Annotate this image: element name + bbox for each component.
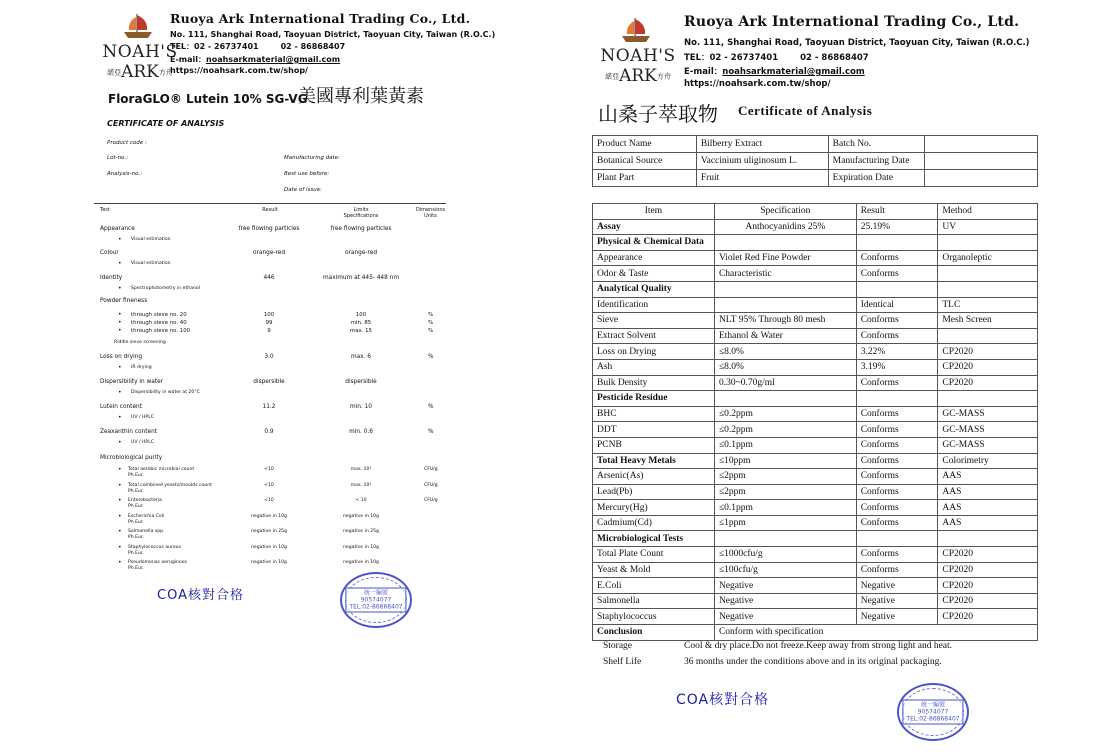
item-spec: Negative bbox=[714, 593, 856, 609]
empty-cell bbox=[856, 281, 938, 297]
bullet-icon: • bbox=[118, 528, 122, 535]
company-phone: TEL：02 - 26737401 02 - 86868407 bbox=[170, 42, 346, 51]
item-spec: ≤2ppm bbox=[714, 469, 856, 485]
item-spec: ≤10ppm bbox=[714, 453, 856, 469]
company-email: E-mail：noahsarkmaterial@gmail.com bbox=[170, 55, 341, 64]
table-row bbox=[593, 609, 1038, 625]
brand-name-2: 諾亞ARK方舟 bbox=[605, 66, 671, 86]
section-title: Analytical Quality bbox=[593, 281, 715, 297]
empty-cell bbox=[938, 235, 1038, 251]
item-spec: ≤0.2ppm bbox=[714, 422, 856, 438]
bullet-icon: • bbox=[118, 364, 122, 371]
test-method: Dispersibility in water at 20°C bbox=[131, 390, 200, 395]
item-result: 3.19% bbox=[856, 359, 938, 375]
item-name: Appearance bbox=[593, 250, 715, 266]
test-name: Loss on drying bbox=[100, 354, 143, 360]
ship-logo-icon bbox=[120, 12, 156, 42]
micro-limit: negative in 10g bbox=[343, 544, 379, 550]
item-name: Identification bbox=[593, 297, 715, 313]
micro-test: Salmonella spp. bbox=[128, 529, 165, 534]
sieve-limit: min. 85 bbox=[350, 320, 372, 326]
item-spec: ≤100cfu/g bbox=[714, 562, 856, 578]
micro-result: negative in 10g bbox=[251, 560, 287, 565]
table-row bbox=[593, 297, 1038, 313]
sieve-label: through sieve no. 100 bbox=[131, 328, 191, 334]
item-method: CP2020 bbox=[938, 562, 1038, 578]
meta-date-issue: Date of issue: bbox=[284, 187, 322, 193]
item-name: Assay bbox=[593, 219, 715, 235]
sieve-label: through sieve no. 20 bbox=[131, 312, 187, 318]
item-name: Lead(Pb) bbox=[593, 484, 715, 500]
micro-ref: Ph.Eur. bbox=[128, 566, 144, 571]
test-name: Colour bbox=[100, 250, 119, 256]
item-method: GC-MASS bbox=[938, 437, 1038, 453]
column-header: Item bbox=[593, 204, 715, 220]
item-method: GC-MASS bbox=[938, 406, 1038, 422]
micro-limit: < 10 bbox=[355, 498, 367, 503]
table-row bbox=[593, 578, 1038, 594]
divider bbox=[94, 203, 446, 204]
item-method: GC-MASS bbox=[938, 422, 1038, 438]
section-row bbox=[593, 391, 1038, 407]
item-result: Negative bbox=[856, 609, 938, 625]
section-row bbox=[593, 531, 1038, 547]
company-phone: TEL：02 - 26737401 02 - 86868407 bbox=[684, 53, 869, 63]
meta-lot-no: Lot-no.: bbox=[107, 155, 129, 161]
item-name: Odor & Taste bbox=[593, 266, 715, 282]
item-name: Mercury(Hg) bbox=[593, 500, 715, 516]
bullet-icon: • bbox=[118, 481, 122, 489]
empty-cell bbox=[714, 235, 856, 251]
test-limit: min. 0.6 bbox=[349, 429, 373, 435]
brand-name: NOAH'S bbox=[600, 46, 676, 66]
table-header bbox=[593, 204, 1038, 220]
table-row bbox=[593, 453, 1038, 469]
item-method: CP2020 bbox=[938, 547, 1038, 563]
item-result: Conforms bbox=[856, 250, 938, 266]
bullet-icon: • bbox=[118, 311, 122, 318]
item-method: CP2020 bbox=[938, 578, 1038, 594]
item-result: Negative bbox=[856, 578, 938, 594]
micro-limit: negative in 10g bbox=[343, 513, 379, 519]
item-spec: Violet Red Fine Powder bbox=[714, 250, 856, 266]
product-title-cn: 美國專利葉黃素 bbox=[298, 86, 424, 107]
item-result: Conforms bbox=[856, 437, 938, 453]
item-name: Ash bbox=[593, 359, 715, 375]
micro-result: <10 bbox=[264, 482, 274, 488]
bullet-icon: • bbox=[118, 327, 122, 334]
bullet-icon: • bbox=[118, 497, 122, 504]
bullet-icon: • bbox=[118, 260, 122, 267]
sieve-limit: 100 bbox=[355, 312, 367, 318]
test-name: Identity bbox=[100, 275, 123, 281]
empty-cell bbox=[938, 531, 1038, 547]
item-name: Total Plate Count bbox=[593, 547, 715, 563]
test-name: Lutein content bbox=[100, 404, 142, 410]
test-result: orange-red bbox=[253, 250, 285, 256]
company-seal bbox=[897, 683, 969, 741]
empty-cell bbox=[938, 391, 1038, 407]
item-result: Conforms bbox=[856, 547, 938, 563]
shelf-life-value: 36 months under the conditions above and in its original packaging. bbox=[684, 657, 942, 667]
empty-cell bbox=[856, 531, 938, 547]
table-row bbox=[593, 484, 1038, 500]
bullet-icon: • bbox=[118, 414, 122, 421]
section-title: Microbiological Tests bbox=[593, 531, 715, 547]
item-spec: Negative bbox=[714, 609, 856, 625]
micro-test: Staphylococcus aureus bbox=[128, 544, 181, 550]
info-value bbox=[924, 153, 1037, 170]
header-units: Dimensions Units bbox=[415, 207, 446, 219]
item-result: Conforms bbox=[856, 328, 938, 344]
micro-unit: CFU/g bbox=[424, 498, 438, 503]
coa-verified-stamp: COA核對合格 bbox=[157, 588, 244, 603]
item-spec: ≤8.0% bbox=[714, 359, 856, 375]
company-address: No. 111, Shanghai Road, Taoyuan District, Taoyuan City, Taiwan (R.O.C.) bbox=[684, 38, 1030, 48]
item-method: CP2020 bbox=[938, 375, 1038, 391]
item-method: AAS bbox=[938, 515, 1038, 531]
item-result: Conforms bbox=[856, 469, 938, 485]
company-url: https://noahsark.com.tw/shop/ bbox=[170, 66, 308, 75]
item-spec: ≤8.0% bbox=[714, 344, 856, 360]
empty-cell bbox=[714, 531, 856, 547]
table-row bbox=[593, 266, 1038, 282]
info-label: Botanical Source bbox=[593, 153, 697, 170]
item-method: CP2020 bbox=[938, 344, 1038, 360]
bullet-icon: • bbox=[118, 512, 122, 520]
shelf-life-label: Shelf Life bbox=[603, 657, 642, 667]
meta-mfg-date: Manufacturing date: bbox=[284, 155, 340, 161]
item-result: Conforms bbox=[856, 484, 938, 500]
column-header: Specification bbox=[714, 204, 856, 220]
test-limit: maximum at 445- 448 nm bbox=[323, 275, 399, 281]
table-row bbox=[593, 469, 1038, 485]
item-result: 25.19% bbox=[856, 219, 938, 235]
empty-cell bbox=[938, 281, 1038, 297]
analysis-table bbox=[592, 203, 1038, 641]
micro-test: Enterobacteria bbox=[128, 498, 162, 503]
bullet-icon: • bbox=[118, 439, 122, 446]
item-name: Bulk Density bbox=[593, 375, 715, 391]
info-label: Batch No. bbox=[828, 136, 924, 153]
test-limit: free flowing particles bbox=[330, 226, 392, 232]
header-result: Result bbox=[262, 207, 278, 213]
test-method: Visual estimation bbox=[131, 237, 171, 242]
info-value: Vaccinium uliginosum L. bbox=[696, 153, 828, 170]
item-name: Yeast & Mold bbox=[593, 562, 715, 578]
item-result: Conforms bbox=[856, 500, 938, 516]
micro-result: negative in 10g bbox=[251, 513, 287, 519]
item-spec: Anthocyanidins 25% bbox=[714, 219, 856, 235]
table-row bbox=[593, 359, 1038, 375]
seal-text: 統一編號 90574077 TEL:02-86868407 bbox=[902, 700, 963, 725]
test-unit: % bbox=[428, 354, 434, 360]
product-title: FloraGLO® Lutein 10% SG-VG bbox=[108, 92, 308, 106]
micro-ref: Ph.Eur. bbox=[128, 519, 144, 525]
table-row bbox=[593, 313, 1038, 329]
meta-analysis-no: Analysis-no.: bbox=[107, 171, 143, 177]
item-name: Cadmium(Cd) bbox=[593, 515, 715, 531]
conclusion-value: Conform with specification bbox=[714, 625, 1037, 641]
sieve-unit: % bbox=[428, 312, 434, 318]
item-result: Negative bbox=[856, 593, 938, 609]
micro-test: Total aerobic microbial count bbox=[128, 467, 195, 472]
item-name: Sieve bbox=[593, 313, 715, 329]
item-result: Conforms bbox=[856, 562, 938, 578]
test-limit: max. 6 bbox=[350, 354, 371, 360]
company-name: Ruoya Ark International Trading Co., Ltd. bbox=[684, 14, 1020, 30]
bullet-icon: • bbox=[118, 543, 122, 551]
item-method: Mesh Screen bbox=[938, 313, 1038, 329]
item-spec: ≤1000cfu/g bbox=[714, 547, 856, 563]
column-header: Method bbox=[938, 204, 1038, 220]
sieve-result: 100 bbox=[263, 312, 275, 318]
product-title-cn: 山桑子萃取物 bbox=[598, 102, 718, 126]
micro-ref: Ph.Eur. bbox=[128, 504, 144, 509]
bullet-icon: • bbox=[118, 466, 122, 473]
table-row bbox=[593, 250, 1038, 266]
item-spec: Ethanol & Water bbox=[714, 328, 856, 344]
micro-result: negative in 25g bbox=[251, 529, 287, 534]
storage-value: Cool & dry place.Do not freeze.Keep away from strong light and heat. bbox=[684, 641, 953, 651]
micro-limit: negative in 10g bbox=[343, 560, 379, 565]
table-row bbox=[593, 375, 1038, 391]
item-spec: 0.30~0.70g/ml bbox=[714, 375, 856, 391]
coa-verified-stamp: COA核對合格 bbox=[676, 692, 770, 708]
item-spec: ≤0.2ppm bbox=[714, 406, 856, 422]
item-spec: Characteristic bbox=[714, 266, 856, 282]
header-limits: Limits Specifications bbox=[343, 207, 379, 219]
item-method: CP2020 bbox=[938, 593, 1038, 609]
ship-logo-icon bbox=[618, 16, 654, 46]
micro-test: Escherichia Coli bbox=[128, 513, 165, 519]
test-name: Dispersibility in water bbox=[100, 379, 164, 385]
noahs-ark-logo bbox=[596, 16, 680, 88]
item-name: PCNB bbox=[593, 437, 715, 453]
micro-result: <10 bbox=[264, 498, 274, 503]
company-name: Ruoya Ark International Trading Co., Ltd. bbox=[170, 11, 471, 26]
storage-label: Storage bbox=[603, 641, 633, 651]
info-label: Manufacturing Date bbox=[828, 153, 924, 170]
test-method: Spectrophotometry in ethanol bbox=[131, 286, 201, 291]
sieve-method: Riddle sieve screening bbox=[114, 340, 166, 345]
item-name: E.Coli bbox=[593, 578, 715, 594]
item-name: Staphylococcus bbox=[593, 609, 715, 625]
bullet-icon: • bbox=[118, 319, 122, 326]
company-address: No. 111, Shanghai Road, Taoyuan District, Taoyuan City, Taiwan (R.O.C.) bbox=[170, 30, 496, 39]
item-name: Arsenic(As) bbox=[593, 469, 715, 485]
test-limit: dispersible bbox=[345, 379, 377, 385]
section-title: Pesticide Residue bbox=[593, 391, 715, 407]
test-method: UV / HPLC bbox=[131, 415, 154, 420]
brand-name: NOAH'S bbox=[102, 42, 178, 62]
table-row bbox=[593, 344, 1038, 360]
test-limit: min. 10 bbox=[350, 404, 372, 410]
micro-unit: CFU/g bbox=[424, 482, 438, 488]
table-row bbox=[593, 500, 1038, 516]
info-label: Expiration Date bbox=[828, 170, 924, 187]
micro-unit: CFU/g bbox=[424, 467, 438, 472]
item-result: Conforms bbox=[856, 266, 938, 282]
info-row bbox=[593, 136, 1038, 153]
bullet-icon: • bbox=[118, 236, 122, 243]
company-url: https://noahsark.com.tw/shop/ bbox=[684, 79, 831, 89]
empty-cell bbox=[714, 391, 856, 407]
item-name: Loss on Drying bbox=[593, 344, 715, 360]
conclusion-label: Conclusion bbox=[593, 625, 715, 641]
product-info-table bbox=[592, 135, 1038, 187]
item-spec: ≤1ppm bbox=[714, 515, 856, 531]
item-spec: Negative bbox=[714, 578, 856, 594]
company-seal bbox=[340, 572, 412, 628]
table-row bbox=[593, 219, 1038, 235]
coa-heading: Certificate of Analysis bbox=[738, 103, 873, 118]
item-method bbox=[938, 266, 1038, 282]
table-row bbox=[593, 547, 1038, 563]
item-method: Organoleptic bbox=[938, 250, 1038, 266]
seal-text: 統一編號 90574077 TEL:02-86868407 bbox=[345, 588, 406, 613]
micro-limit: max. 10² bbox=[350, 482, 372, 488]
info-row bbox=[593, 170, 1038, 187]
table-row bbox=[593, 437, 1038, 453]
item-spec: ≤0.1ppm bbox=[714, 500, 856, 516]
micro-ref: Ph.Eur. bbox=[128, 473, 144, 478]
info-label: Plant Part bbox=[593, 170, 697, 187]
sieve-unit: % bbox=[428, 328, 434, 334]
test-result: 0.9 bbox=[264, 429, 274, 435]
micro-result: negative in 10g bbox=[251, 544, 287, 550]
test-result: 446 bbox=[263, 275, 275, 281]
section-row bbox=[593, 235, 1038, 251]
info-value: Fruit bbox=[696, 170, 828, 187]
test-method: Visual estimation bbox=[131, 261, 171, 266]
brand-name-2: 諾亞ARK方舟 bbox=[107, 62, 173, 82]
item-method: TLC bbox=[938, 297, 1038, 313]
item-result: Conforms bbox=[856, 406, 938, 422]
item-result: Identical bbox=[856, 297, 938, 313]
item-method: AAS bbox=[938, 484, 1038, 500]
section-row bbox=[593, 281, 1038, 297]
item-spec: NLT 95% Through 80 mesh bbox=[714, 313, 856, 329]
item-name: Total Heavy Metals bbox=[593, 453, 715, 469]
item-method: AAS bbox=[938, 500, 1038, 516]
info-row bbox=[593, 153, 1038, 170]
table-row bbox=[593, 593, 1038, 609]
bullet-icon: • bbox=[118, 285, 122, 292]
micro-ref: Ph.Eur. bbox=[128, 535, 144, 540]
item-method: CP2020 bbox=[938, 609, 1038, 625]
item-result: Conforms bbox=[856, 375, 938, 391]
item-method: UV bbox=[938, 219, 1038, 235]
sieve-result: 99 bbox=[265, 320, 273, 326]
sieve-label: through sieve no. 40 bbox=[131, 320, 187, 326]
info-value bbox=[924, 136, 1037, 153]
item-method: CP2020 bbox=[938, 359, 1038, 375]
micro-test: Pseudomonas aeruginosa bbox=[128, 560, 187, 565]
micro-test: Total combined yeasts/moulds count bbox=[128, 482, 213, 488]
empty-cell bbox=[856, 235, 938, 251]
item-result: Conforms bbox=[856, 453, 938, 469]
info-value: Bilberry Extract bbox=[696, 136, 828, 153]
micro-limit: max. 10³ bbox=[350, 467, 372, 472]
coa-heading: CERTIFICATE OF ANALYSIS bbox=[107, 119, 225, 128]
info-label: Product Name bbox=[593, 136, 697, 153]
micro-ref: Ph.Eur. bbox=[128, 488, 144, 494]
test-name: Zeaxanthin content bbox=[100, 429, 158, 435]
item-result: Conforms bbox=[856, 515, 938, 531]
test-unit: % bbox=[428, 404, 434, 410]
test-name: Appearance bbox=[100, 226, 135, 232]
item-method bbox=[938, 328, 1038, 344]
item-spec: ≤0.1ppm bbox=[714, 437, 856, 453]
item-name: DDT bbox=[593, 422, 715, 438]
company-email: E-mail：noahsarkmaterial@gmail.com bbox=[684, 67, 865, 77]
sieve-unit: % bbox=[428, 320, 434, 326]
bullet-icon: • bbox=[118, 559, 122, 566]
test-unit: % bbox=[428, 429, 434, 435]
item-spec: ≤2ppm bbox=[714, 484, 856, 500]
test-result: free flowing particles bbox=[238, 226, 300, 232]
micro-limit: negative in 25g bbox=[343, 529, 379, 534]
table-row bbox=[593, 515, 1038, 531]
test-method: UV / HPLC bbox=[131, 440, 154, 445]
item-name: BHC bbox=[593, 406, 715, 422]
item-method: Colorimetry bbox=[938, 453, 1038, 469]
sieve-result: 9 bbox=[267, 328, 271, 334]
test-name: Microbiological purity bbox=[100, 455, 163, 461]
item-name: Extract Solvent bbox=[593, 328, 715, 344]
empty-cell bbox=[856, 391, 938, 407]
item-result: Conforms bbox=[856, 313, 938, 329]
meta-product-code: Product code : bbox=[107, 140, 147, 146]
empty-cell bbox=[714, 281, 856, 297]
test-result: dispersible bbox=[253, 379, 285, 385]
header-test: Test bbox=[100, 207, 110, 213]
item-result: 3.22% bbox=[856, 344, 938, 360]
section-title: Physical & Chemical Data bbox=[593, 235, 715, 251]
info-value bbox=[924, 170, 1037, 187]
micro-result: <10 bbox=[264, 467, 274, 472]
bullet-icon: • bbox=[118, 389, 122, 396]
table-row bbox=[593, 625, 1038, 641]
test-result: 11.2 bbox=[262, 404, 276, 410]
column-header: Result bbox=[856, 204, 938, 220]
table-row bbox=[593, 406, 1038, 422]
test-limit: orange-red bbox=[345, 250, 377, 256]
item-result: Conforms bbox=[856, 422, 938, 438]
item-spec bbox=[714, 297, 856, 313]
test-name: Powder fineness bbox=[100, 298, 148, 304]
table-row bbox=[593, 422, 1038, 438]
test-method: IR drying bbox=[131, 365, 152, 370]
sieve-limit: max. 15 bbox=[349, 328, 373, 334]
meta-best-use: Best use before: bbox=[284, 171, 330, 177]
test-result: 3.0 bbox=[264, 354, 274, 360]
item-name: Salmonella bbox=[593, 593, 715, 609]
item-method: AAS bbox=[938, 469, 1038, 485]
micro-ref: Ph.Eur. bbox=[128, 550, 144, 556]
table-row bbox=[593, 328, 1038, 344]
table-row bbox=[593, 562, 1038, 578]
